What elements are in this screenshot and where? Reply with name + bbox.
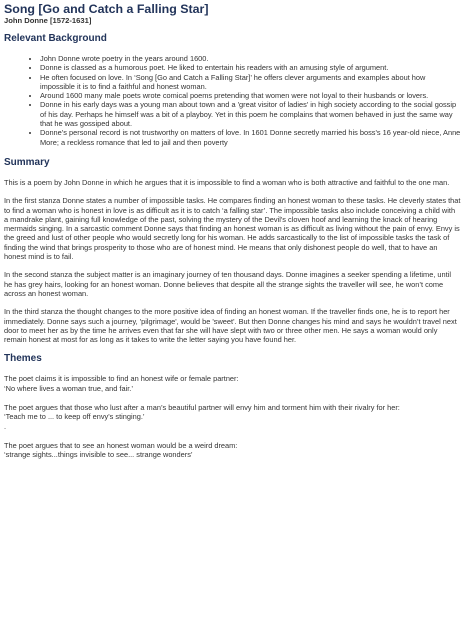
theme-quote: ‘Teach me to ... to keep off envy's stinging.’ [4, 412, 145, 422]
theme-block [4, 441, 461, 460]
theme-block [4, 374, 461, 393]
theme-intro: The poet claims it is impossible to find an honest wife or female partner: [4, 374, 239, 384]
theme-trailing-mark: . [4, 421, 7, 431]
themes-heading: Themes [4, 353, 42, 365]
theme-intro: The poet argues that those who lust after a man’s beautiful partner will envy him and torment him with their rivalry for her: [4, 403, 400, 413]
summary-heading: Summary [4, 156, 50, 168]
poem-title: Song [Go and Catch a Falling Star] [4, 2, 209, 16]
summary-paragraph: In the first stanza Donne states a number of impossible tasks. He compares finding an honest woman to these tasks. He cleverly states that to find a woman who is honest in love is as difficult as it is to catch ‘a falling star’. The impossible tasks also include conceiving a child with a mandrake plant, gaining full knowledge of the past, solving the mystery of the Devil's cloven hoof and learning the knack of hearing mermaids singing. In a sarcastic comment Donne says that finding an honest woman is as difficult as living without the pain of envy. Envy is the greed and lust of other people who would secretly long for his woman. He adds sarcastically to the list of impossible tasks the task of finding the wind that brings prosperity to those who are of honest mind. He means that only dishonest people do well, that to have an honest mind is to fail. [4, 196, 461, 262]
summary-paragraph: In the second stanza the subject matter is an imaginary journey of ten thousand days. Donne imagines a seeker spending a lifetime, until he has grey hairs, looking for an honest woman. Donne believes that despite all the strange sights the traveller will see, he won’t come across an honest woman. [4, 270, 451, 298]
background-item: • John Donne wrote poetry in the years around 1600. [40, 54, 461, 63]
summary-paragraph: This is a poem by John Donne in which he argues that it is impossible to find a woman who is both attractive and faithful to the one man. [4, 177, 450, 187]
theme-intro: The poet argues that to see an honest woman would be a weird dream: [4, 440, 238, 450]
background-item: • Around 1600 many male poets wrote comical poems pretending that women were not loyal to their husbands or lovers. [40, 91, 461, 100]
background-list [4, 54, 461, 147]
theme-quote: ‘strange sights...things invisible to see... strange wonders’ [4, 450, 193, 460]
theme-block [4, 403, 461, 431]
theme-quote: ‘No where lives a woman true, and fair.’ [4, 383, 133, 393]
background-heading: Relevant Background [4, 33, 107, 44]
background-item: • Donne is classed as a humorous poet. He liked to entertain his readers with an amusing style of argument. [40, 63, 461, 72]
poem-author: John Donne [1572-1631] [4, 16, 92, 25]
summary-paragraph: In the third stanza the thought changes to the more positive idea of finding an honest woman. If the traveller finds one, he is to report her immediately. Donne says such a journey, 'pilgrimage', would be 'sweet'. But then Donne changes his mind and says he wouldn’t travel next door to meet her as by the time he arrives even that far she will have slept with two or three other men. He says a woman would only remain honest at most for as long as it takes to write the letter saying you have found her. [4, 307, 457, 345]
background-item: • He often focused on love. In ‘Song [Go and Catch a Falling Star]’ he offers clever arguments and examples about how impossible it is to find a faithful and honest woman. [40, 73, 461, 92]
background-item: • Donne’s personal record is not trustworthy on matters of love. In 1601 Donne secretly married his boss's 16 year-old niece, Anne More; a reckless romance that led to jail and then poverty [40, 128, 461, 147]
background-item: • Donne in his early days was a young man about town and a 'great visitor of ladies' in high society according to the social gossip of his day. Perhaps he himself was a bit of a playboy. Yet in this poem he complains that women behaved in just the same way that he was gossiped about. [40, 100, 461, 128]
